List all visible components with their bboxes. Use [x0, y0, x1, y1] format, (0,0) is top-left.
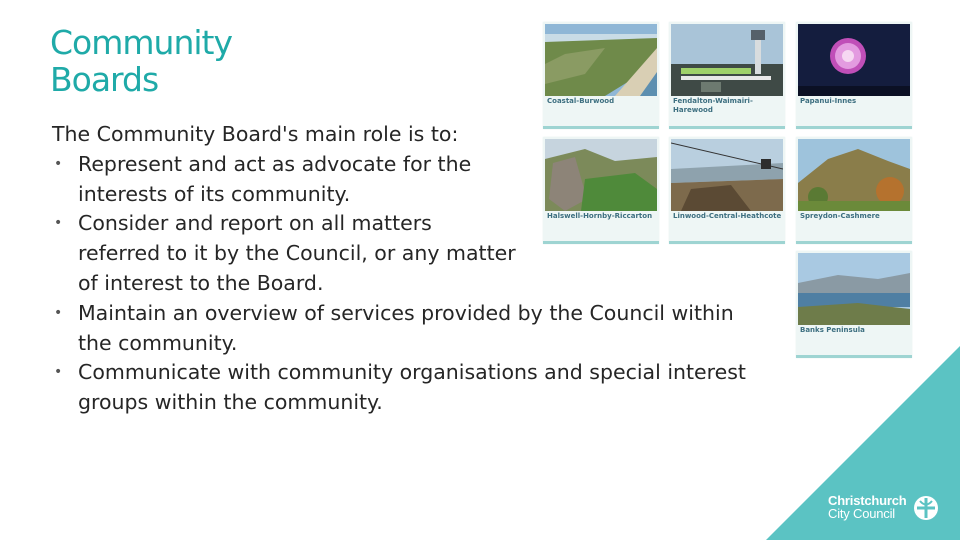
title-line-2: Boards: [50, 60, 159, 99]
role-item-text: Maintain an overview of services provided by the Council within the community.: [78, 300, 734, 355]
title-line-1: Community: [50, 23, 232, 62]
board-name: Linwood-Central-Heathcote: [673, 212, 782, 220]
board-name: Coastal-Burwood: [547, 97, 615, 105]
board-name: Spreydon-Cashmere: [800, 212, 880, 220]
board-name: Banks Peninsula: [800, 326, 865, 334]
board-name: Fendalton-Waimairi-Harewood: [673, 97, 753, 114]
logo-line-2: City Council: [828, 506, 895, 521]
bullet-icon: •: [54, 304, 63, 321]
council-emblem-icon: [912, 495, 940, 521]
role-item-text: Communicate with community organisations and special interest groups within the community.: [78, 360, 746, 415]
role-item-text: Consider and report on all matters referred to it by the Council, or any matter of interest to the Board.: [78, 211, 516, 295]
bullet-icon: •: [54, 215, 63, 232]
board-name: Papanui-Innes: [800, 97, 857, 105]
role-item-text: Represent and act as advocate for the interests of its community.: [78, 151, 472, 206]
intro-text: The Community Board's main role is to:: [52, 122, 459, 146]
bullet-icon: •: [54, 155, 63, 172]
council-logo: [828, 494, 907, 521]
logo-line-1: Christchurch: [828, 493, 907, 508]
board-name: Halswell-Hornby-Riccarton: [547, 212, 653, 220]
bullet-icon: •: [54, 364, 63, 381]
